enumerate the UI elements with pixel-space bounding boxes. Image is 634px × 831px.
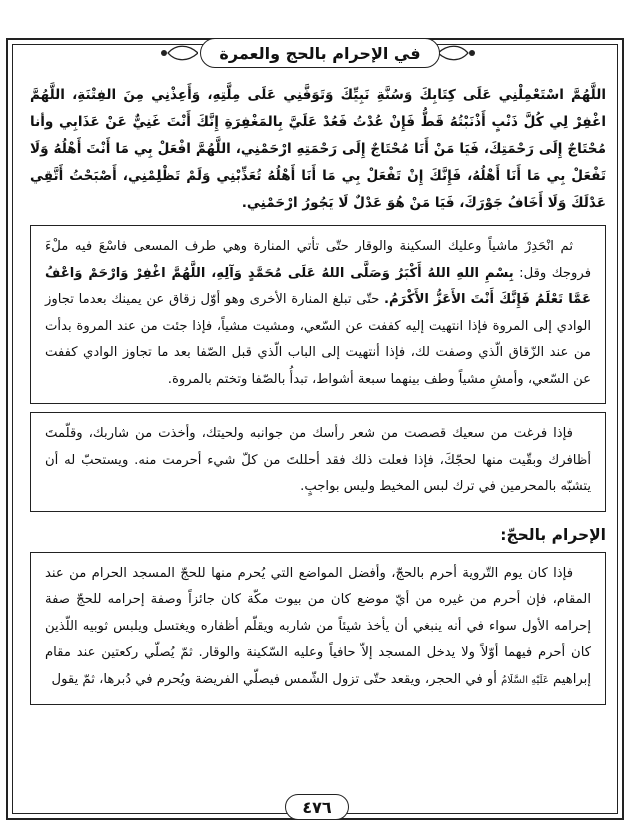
ornament-left-icon	[158, 40, 198, 66]
page-header-title: في الإحرام بالحج والعمرة	[200, 38, 440, 68]
hajj-ihram-text-part-2: أو في الحجر، ويقعد حتّى تزول الشّمس فيصلّي الفريضة ويُحرم في دُبرها، ثمّ يقول	[51, 671, 502, 687]
tahallul-box	[30, 412, 606, 512]
tahallul-paragraph: فإذا فرغت من سعيك قصصت من شعر رأسك من جوانبه ولحيتك، وأخذت من شاربك، وقلّمتَ أظافرك وبقّيت منها لحجّكَ، فإذا فعلت ذلك فقد أحللتَ من كلّ شيء أحرمت منه. ويستحبّ له أن يتشبّه بالمحرمين في ترك لبس المخيط وليس بواجبٍ.	[45, 426, 591, 494]
supplication-text: اللَّهُمَّ اسْتَعْمِلْنِي عَلَى كِتَابِكَ وَسُنَّةِ نَبِيِّكَ وَتَوَفَّنِي عَلَى مِلَّتِهِ، وَأَعِذْنِي مِنَ الفِتْنَةِ، اللَّهُمَّ اغْفِرْ لِي كُلَّ ذَنْبٍ أَذْنَبْتُهُ قَطُّ فَإِنْ عُدْتُ فَعُدْ عَلَيَّ بِالمَغْفِرَةِ إِنَّكَ أَنْتَ غَنِيٌّ عَنْ عَذَابِي وأنا مُحْتَاجٌ إِلَى رَحْمَتِكَ، فَيَا مَنْ أَنَا مُحْتَاجٌ إِلَى رَحْمَتِهِ ارْحَمْنِي، اللَّهُمَّ افْعَلْ بِي مَا أَنْتَ أَهْلُهُ وَلَا تَفْعَلْ بِي مَا أَنَا أَهْلُهُ، فَإِنَّكَ إِنْ تَفْعَلْ بِي مَا أَنَا أَهْلُهُ تُعَذِّبْنِي وَلَمْ تَظْلِمْنِي، أَصْبَحْتُ أَتَّقِي عَدْلَكَ وَلَا أَخَافُ جَوْرَكَ، فَيَا مَنْ هُوَ عَدْلٌ لَا يَجُورُ ارْحَمْنِي.	[30, 87, 606, 211]
page-number: ٤٧٦	[285, 794, 349, 820]
sai-paragraph	[45, 234, 591, 393]
section-title-hajj-ihram: الإحرام بالحجّ:	[500, 525, 606, 544]
ornament-right-icon	[438, 40, 478, 66]
sai-dua-text: بِسْمِ اللهِ اللهُ أَكْبَرُ وَصَلَّى اللهُ عَلَى مُحَمَّدٍ وَآلِهِ، اللَّهُمَّ اغْفِرْ وَارْحَمْ وَاعْفُ عَمَّا تَعْلَمُ فَإِنَّكَ أَنْتَ الأَعَزُّ الأَكْرَمُ.	[45, 265, 591, 307]
honorific-text: عَلَيْهِ السَّلَامُ	[501, 674, 549, 686]
hajj-ihram-paragraph	[45, 561, 591, 695]
hajj-ihram-box	[30, 552, 606, 706]
hajj-ihram-text-part-1: فإذا كان يوم التّروية أحرم بالحجّ، وأفضل المواضع التي يُحرم منها للحجّ المسجد الحرام من عند المقام، فإن أحرم من غيره من أيّ موضع كان من بيوت مكّة كان جائزاً وصفة إحرامه للحجّ صفة إحرامه الأول سواء في أنه ينبغي أن يأخذ شيئاً من شاربه ويقلّم أظفاره ويغتسل ويلبس ثوبيه اللّذين كان أحرم فيهما أوّلاً ولا يدخل المسجد إلاّ حافياً وعليه السّكينة والوقار. ثمّ يُصلّي ركعتين عند مقام إبراهيم	[45, 565, 591, 687]
sai-text-part-2: حتّى تبلغ المنارة الأخرى وهو أوّل زقاق عن يمينك بعدما تجاوز الوادي إلى المروة فإذا انتهيت إليه كففت عن السّعي، ومشيت مشياً، فإذا جئت من عند المروة بدأت من عند الزّقاق الّذي وصفت لك، فإذا أنتهيت إلى الباب الّذي قبل الصّفا بعد ما تجاوز الوادي كففت عن السّعي، وأمشِ مشياً وطف بينهما سبعة أشواط، تبدأُ بالصّفا وتختم بالمروة.	[45, 292, 591, 387]
sai-text-part-1: ثم انْحَدِرْ ماشياً وعليك السكينة والوقار حتّى تأتي المنارة وهي طرف المسعى فاسْعَ فيه ملْءَ فروجك وقل:	[45, 239, 591, 281]
sai-instructions-box	[30, 225, 606, 404]
page-content	[30, 82, 606, 705]
